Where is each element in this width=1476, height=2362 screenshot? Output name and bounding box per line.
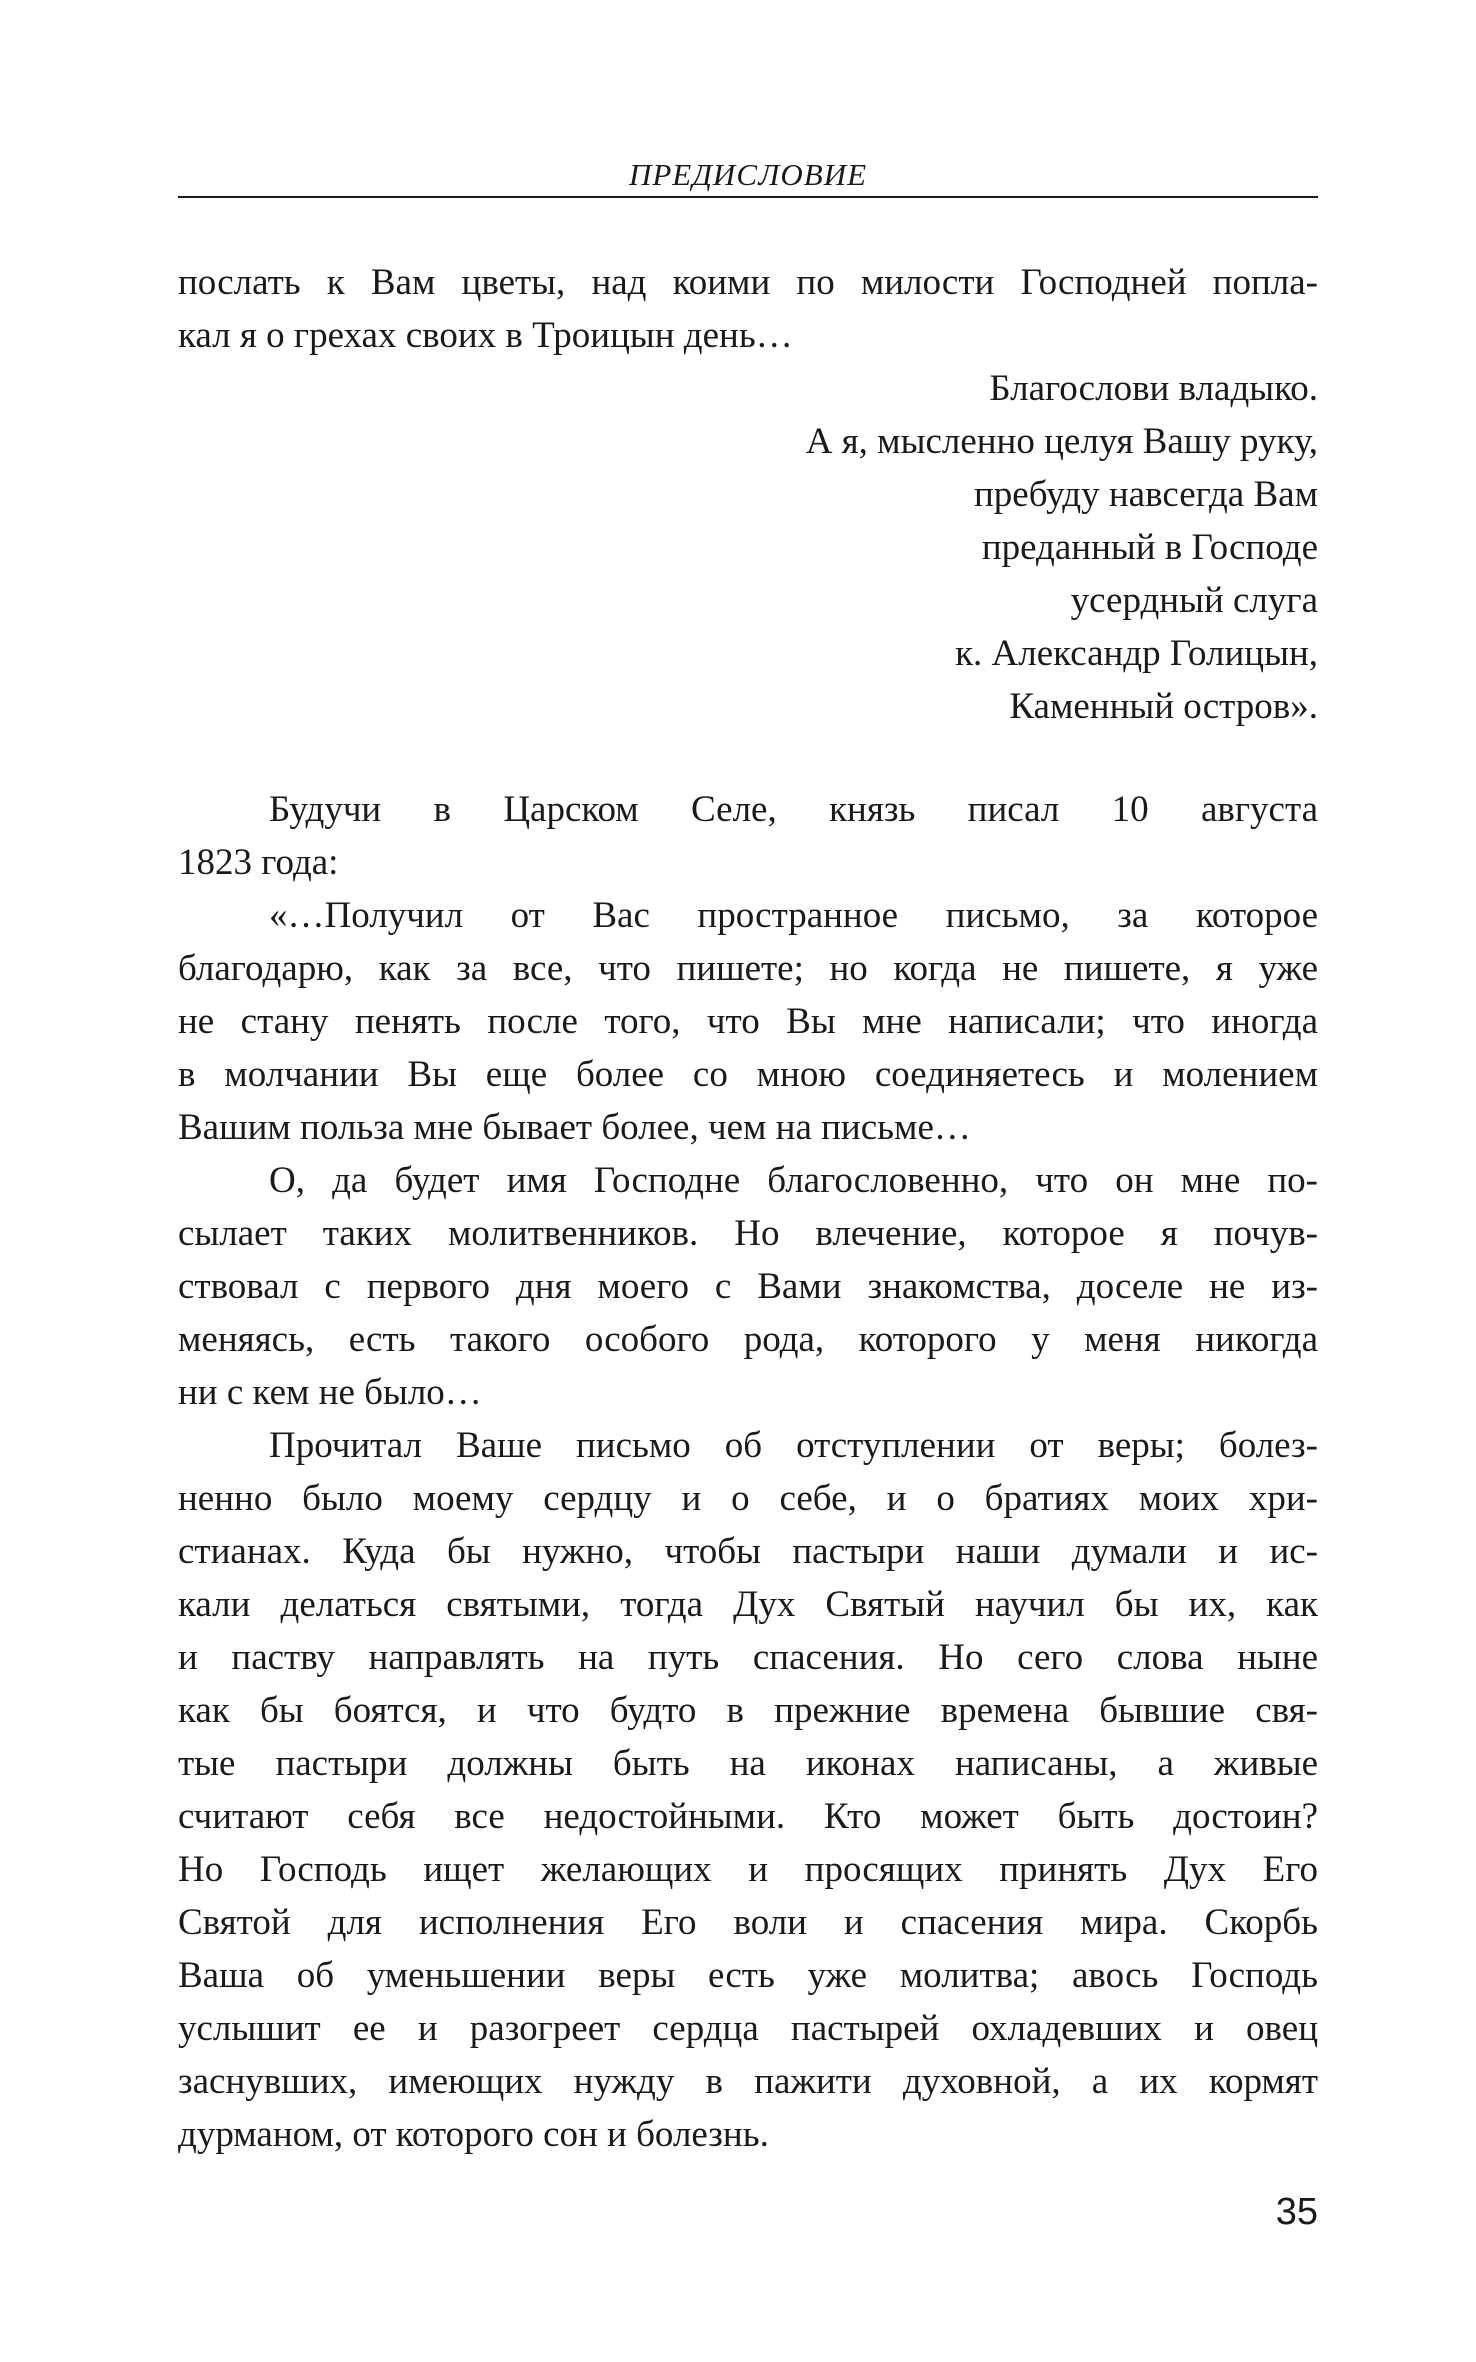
text-line: не стану пенять после того, что Вы мне написали; что иногда — [178, 1001, 1318, 1042]
text-line: кали делаться святыми, тогда Дух Святый научил бы их, как — [178, 1584, 1318, 1625]
text-line: как бы боятся, и что будто в прежние времена бывшие свя- — [178, 1690, 1318, 1731]
text-line: ни с кем не было… — [178, 1372, 482, 1413]
body-paragraph-3 — [178, 1154, 1318, 1419]
text-line: Прочитал Ваше письмо об отступлении от веры; болез- — [269, 1425, 1318, 1466]
text-line: 1823 года: — [178, 842, 339, 883]
signature-line: Каменный остров». — [1009, 686, 1318, 727]
text-line: кал я о грехах своих в Троицын день… — [178, 315, 793, 356]
text-line: услышит ее и разогреет сердца пастырей охладевших и овец — [178, 2008, 1318, 2049]
text-line: дурманом, от которого сон и болезнь. — [178, 2114, 769, 2155]
text-line: Будучи в Царском Селе, князь писал 10 августа — [269, 789, 1318, 830]
signature-line: А я, мысленно целуя Вашу руку, — [805, 421, 1318, 462]
page-content — [178, 256, 1318, 2161]
text-line: послать к Вам цветы, над коими по милости Господней попла- — [178, 262, 1318, 303]
text-line: ствовал с первого дня моего с Вами знакомства, доселе не из- — [178, 1266, 1318, 1307]
text-line: и паству направлять на путь спасения. Но сего слова ныне — [178, 1637, 1318, 1678]
text-line: Святой для исполнения Его воли и спасения мира. Скорбь — [178, 1902, 1318, 1943]
text-line: считают себя все недостойными. Кто может быть достоин? — [178, 1796, 1318, 1837]
letter-end-paragraph — [178, 256, 1318, 362]
body-paragraph-2 — [178, 889, 1318, 1154]
text-line: стианах. Куда бы нужно, чтобы пастыри наши думали и ис- — [178, 1531, 1318, 1572]
text-line: в молчании Вы еще более со мною соединяетесь и молением — [178, 1054, 1318, 1095]
text-line: О, да будет имя Господне благословенно, что он мне по- — [269, 1160, 1318, 1201]
text-line: «…Получил от Вас пространное письмо, за которое — [269, 895, 1318, 936]
text-line: тые пастыри должны быть на иконах написаны, а живые — [178, 1743, 1318, 1784]
signature-line: усердный слуга — [1070, 580, 1318, 621]
running-header: ПРЕДИСЛОВИЕ — [628, 157, 868, 192]
text-line: Вашим польза мне бывает более, чем на письме… — [178, 1107, 971, 1148]
text-line: Ваша об уменьшении веры есть уже молитва; авось Господь — [178, 1955, 1318, 1996]
body-paragraph-4 — [178, 1419, 1318, 2161]
signature-line: к. Александр Голицын, — [955, 633, 1318, 674]
letter-signature — [178, 362, 1318, 733]
signature-line: преданный в Господе — [981, 527, 1318, 568]
text-line: меняясь, есть такого особого рода, которого у меня никогда — [178, 1319, 1318, 1360]
text-line: заснувших, имеющих нужду в пажити духовной, а их кормят — [178, 2061, 1318, 2102]
page-number: 35 — [1275, 2191, 1318, 2233]
signature-line: Благослови владыко. — [989, 368, 1318, 409]
signature-line: пребуду навсегда Вам — [973, 474, 1318, 515]
body-paragraph-1 — [178, 783, 1318, 889]
text-line: сылает таких молитвенников. Но влечение, которое я почув- — [178, 1213, 1318, 1254]
header-rule — [178, 196, 1318, 198]
text-line: благодарю, как за все, что пишете; но когда не пишете, я уже — [178, 948, 1318, 989]
section-gap — [178, 733, 1318, 783]
text-line: ненно было моему сердцу и о себе, и о братиях моих хри- — [178, 1478, 1318, 1519]
text-line: Но Господь ищет желающих и просящих принять Дух Его — [178, 1849, 1318, 1890]
